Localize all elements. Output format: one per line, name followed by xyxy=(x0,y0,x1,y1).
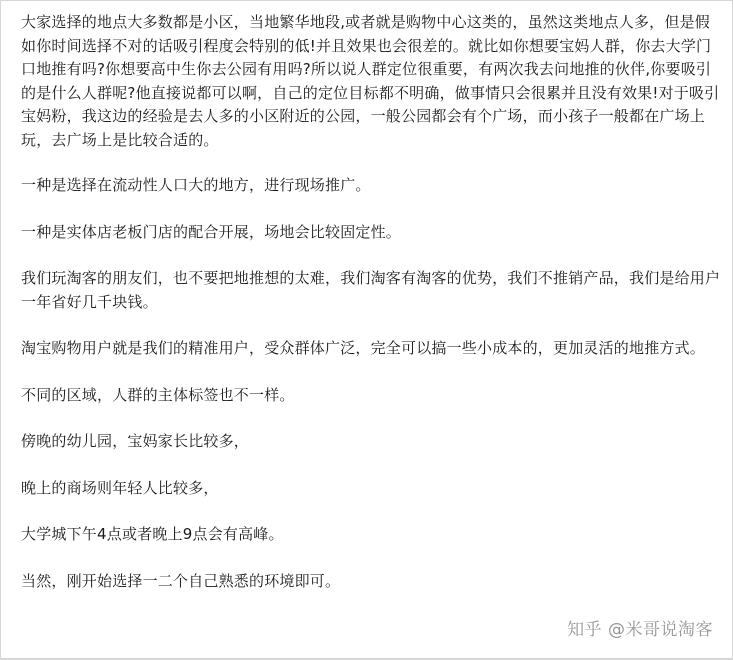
zhihu-watermark: 知乎 @米哥说淘客 xyxy=(567,620,713,640)
paragraph: 大学城下午4点或者晚上9点会有高峰。 xyxy=(21,525,284,543)
paragraph: 一种是实体店老板门店的配合开展，场地会比较固定性。 xyxy=(21,222,402,241)
paragraph: 我们玩淘客的朋友们，也不要把地推想的太难，我们淘客有淘客的优势，我们不推销产品，我们是给用户一年省好几千块钱。 xyxy=(21,269,721,311)
paragraph: 大家选择的地点大多数都是小区，当地繁华地段,或者就是购物中心这类的，虽然这类地点人多，但是假如你时间选择不对的话吸引程度会特别的低!并且效果也会很差的。就比如你想要宝妈人群，你去大学门口地推有吗?你想要高中生你去公园有用吗?所以说人群定位很重要，有两次我去问地推的伙伴,你要吸引的是什么人群呢?他直接说都可以啊，自己的定位目标都不明确，做事情只会很累并且没有效果!对于吸引宝妈粉，我这边的经验是去人多的小区附近的公园，一般公园都会有个广场，而小孩子一般都在广场上玩，去广场上是比较合适的。 xyxy=(21,13,720,149)
paragraph: 晚上的商场则年轻人比较多， xyxy=(21,478,219,497)
paragraph: 一种是选择在流动性人口大的地方，进行现场推广。 xyxy=(21,176,371,194)
paragraph: 不同的区域，人群的主体标签也不一样。 xyxy=(21,385,295,404)
paragraph: 当然，刚开始选择一二个自己熟悉的环境即可。 xyxy=(21,571,341,590)
article-body xyxy=(21,11,721,616)
paragraph: 傍晚的幼儿园，宝妈家长比较多， xyxy=(21,432,250,450)
paragraph: 淘宝购物用户就是我们的精准用户，受众群体广泛，完全可以搞一些小成本的，更加灵活的地推方式。 xyxy=(21,339,706,357)
